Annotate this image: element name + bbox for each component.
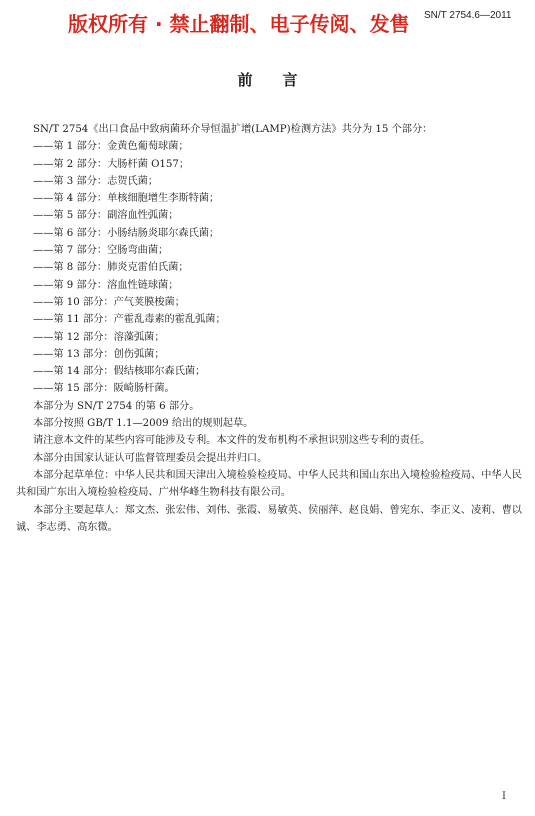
list-item: ——第 15 部分：阪崎肠杆菌。 [33,383,175,395]
list-item: ——第 1 部分：金黄色葡萄球菌； [33,141,189,153]
paragraph: SN/T 2754《出口食品中致病菌环介导恒温扩增(LAMP)检测方法》共分为 15 个部分： [33,124,433,135]
list-item: ——第 6 部分：小肠结肠炎耶尔森氏菌； [33,227,220,239]
foreword-body [16,121,525,536]
page-title: 前言 [237,71,328,89]
list-item: ——第 9 部分：溶血性链球菌； [33,279,179,291]
list-item: ——第 11 部分：产霍乱毒素的霍乱弧菌； [33,314,226,326]
list-item: ——第 4 部分：单核细胞增生李斯特菌； [33,193,220,205]
standard-code: SN/T 2754.6—2011 [424,10,512,21]
page-number: I [502,791,506,802]
paragraph: 本部分起草单位：中华人民共和国天津出入境检验检疫局、中华人民共和国山东出入境检验检疫局、中华人民共和国广东出入境检验检疫局、广州华峰生物科技有限公司。 [16,469,522,499]
list-item: ——第 8 部分：肺炎克雷伯氏菌； [33,262,189,274]
paragraph: 本部分为 SN/T 2754 的第 6 部分。 [33,400,200,412]
list-item: ——第 10 部分：产气荚膜梭菌； [33,296,185,308]
list-item: ——第 5 部分：副溶血性弧菌； [33,210,179,222]
list-item: ——第 2 部分：大肠杆菌 O157； [33,158,190,170]
list-item: ——第 7 部分：空肠弯曲菌； [33,245,169,257]
copyright-watermark: 版权所有 · 禁止翻制、电子传阅、发售 [68,12,410,36]
list-item: ——第 13 部分：创伤弧菌； [33,348,165,360]
paragraph: 本部分按照 GB/T 1.1—2009 给出的规则起草。 [33,418,254,430]
paragraph: 请注意本文件的某些内容可能涉及专利。本文件的发布机构不承担识别这些专利的责任。 [33,435,431,447]
list-item: ——第 3 部分：志贺氏菌； [33,175,159,187]
paragraph: 本部分由国家认证认可监督管理委员会提出并归口。 [33,452,268,464]
list-item: ——第 12 部分：溶藻弧菌； [33,331,165,343]
list-item: ——第 14 部分：假结核耶尔森氏菌； [33,366,206,378]
paragraph: 本部分主要起草人：郑文杰、张宏伟、刘伟、张霞、易敏英、侯丽萍、赵良娟、曾宪东、李正义、凌莉、曹以诚、李志勇、高东微。 [16,504,522,533]
